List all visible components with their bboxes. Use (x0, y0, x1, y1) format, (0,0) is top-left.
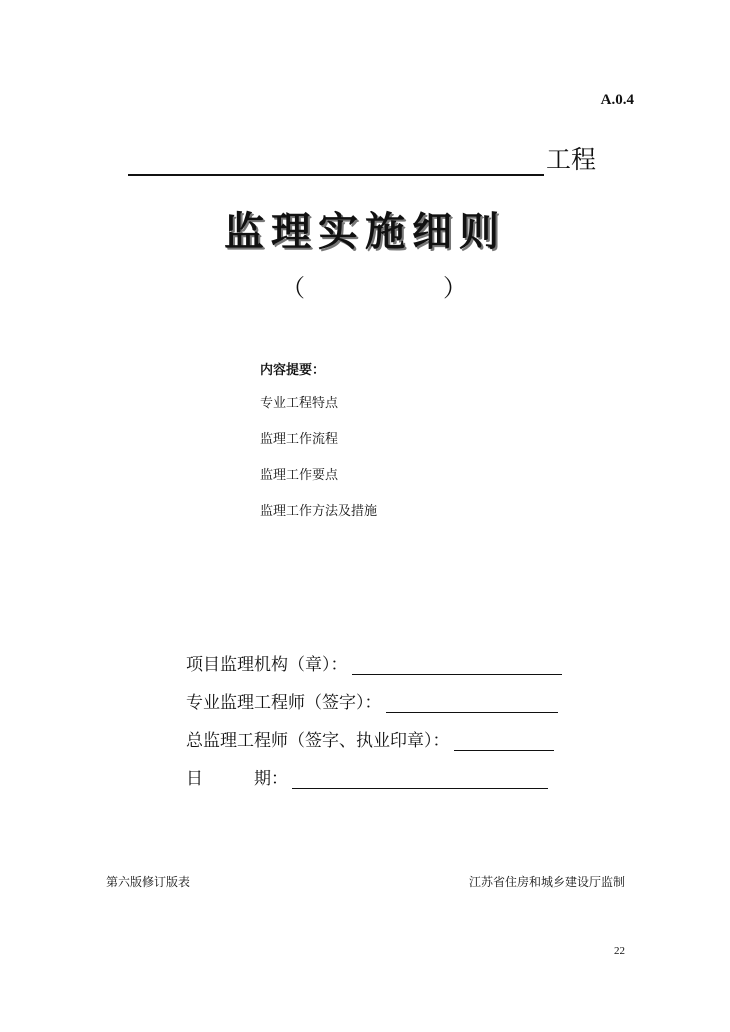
signature-label: 日 期： (186, 769, 288, 789)
summary-item: 监理工作流程 (260, 432, 339, 447)
form-code: A.0.4 (600, 92, 634, 108)
signature-row-specialist (186, 688, 558, 713)
signature-line (386, 694, 558, 713)
project-suffix: 工程 (546, 145, 597, 174)
signature-line (352, 656, 562, 675)
footer-edition: 第六版修订版表 (106, 875, 191, 889)
signature-label: 专业监理工程师（签字）： (186, 693, 382, 713)
subtitle-paren-open: （ (281, 274, 305, 302)
summary-label: 内容提要： (260, 363, 326, 378)
signature-line (292, 770, 548, 789)
footer-issuer: 江苏省住房和城乡建设厅监制 (468, 875, 625, 889)
signature-row-date (186, 764, 548, 789)
summary-item: 专业工程特点 (260, 396, 339, 411)
summary-item: 监理工作方法及措施 (260, 504, 378, 519)
signature-row-chief (186, 726, 554, 751)
subtitle-paren-close: ） (443, 274, 467, 302)
summary-list (260, 394, 377, 538)
project-name-line (128, 146, 544, 176)
signature-line (454, 732, 554, 751)
page-number: 22 (614, 945, 625, 957)
signature-label: 项目监理机构（章）： (186, 655, 348, 675)
summary-item: 监理工作要点 (260, 468, 339, 483)
signature-label: 总监理工程师（签字、执业印章）： (186, 731, 450, 751)
document-title: 监理实施细则 (224, 209, 506, 255)
signature-row-agency-seal (186, 650, 562, 675)
